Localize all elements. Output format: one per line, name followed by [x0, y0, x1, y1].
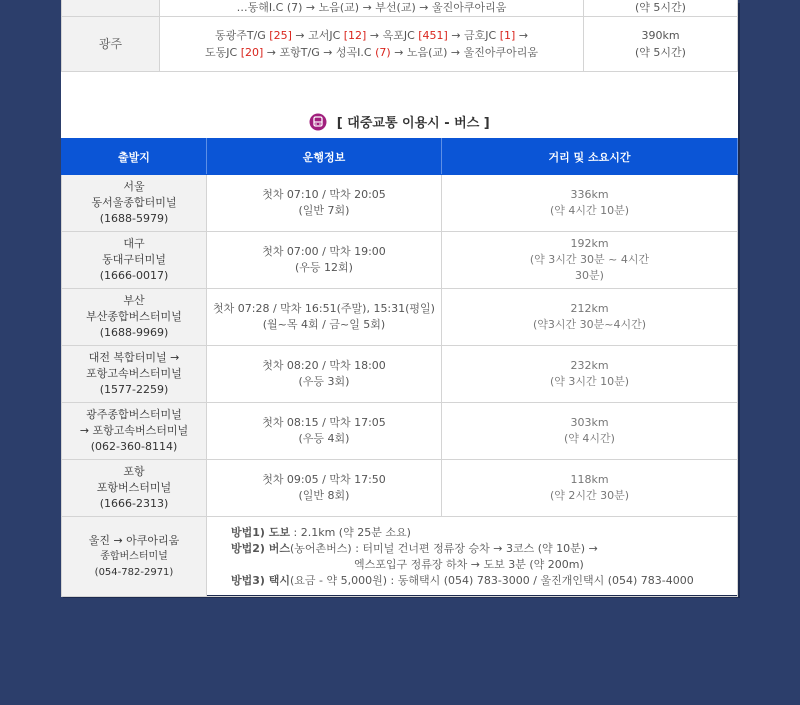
departure-cell-line: 포항 — [123, 465, 145, 478]
route-segment: 도동JC — [205, 46, 241, 59]
distance-cell — [442, 403, 738, 460]
header-departure: 출발지 — [62, 139, 207, 175]
schedule-cell — [207, 403, 442, 460]
departure-cell-line: (054-782-2971) — [94, 566, 174, 578]
route-segment: → 노음(교) → 울진아쿠아리움 — [390, 46, 538, 59]
distance-cell — [442, 460, 738, 517]
route-number: (7) — [375, 46, 391, 59]
departure-cell — [62, 460, 207, 517]
departure-cell — [62, 232, 207, 289]
departure-cell-line: → 포항고속버스터미널 — [79, 424, 189, 437]
header-distance: 거리 및 소요시간 — [442, 139, 738, 175]
schedule-cell-line: (일반 8회) — [298, 489, 350, 502]
car-route-table — [61, 0, 738, 72]
distance-cell-line: (약 3시간 10분) — [549, 375, 630, 388]
section-title — [61, 112, 738, 135]
route-number: [1] — [499, 29, 516, 42]
departure-cell — [62, 403, 207, 460]
schedule-cell — [207, 289, 442, 346]
departure-cell-line: 부산종합버스터미널 — [86, 310, 182, 323]
table-row — [62, 460, 738, 517]
distance-cell-line: (약 3시간 30분 ~ 4시간 — [529, 253, 650, 266]
table-row — [62, 346, 738, 403]
distance-cell-line: 192km — [570, 237, 609, 250]
distance-cell-line: 303km — [570, 416, 609, 429]
departure-cell-line: 울진 → 아쿠아리움 — [88, 533, 180, 547]
distance-cell-line: 232km — [570, 359, 609, 372]
city-cell — [62, 0, 160, 17]
method-2 — [231, 541, 737, 557]
route-segment: → 포항T/G → 성곡I.C — [263, 46, 376, 59]
distance-cell — [442, 289, 738, 346]
distance-cell-line: 30분) — [575, 269, 604, 282]
departure-cell — [62, 517, 207, 597]
schedule-cell — [207, 346, 442, 403]
distance-cell-line: (약3시간 30분~4시간) — [532, 318, 647, 331]
method-text: : 2.1km (약 25분 소요) — [290, 525, 411, 539]
distance-cell-line: 336km — [570, 188, 609, 201]
schedule-cell — [207, 175, 442, 232]
route-number: [20] — [240, 46, 264, 59]
schedule-cell-line: 첫차 07:28 / 막차 16:51(주말), 15:31(평일) — [213, 302, 435, 315]
header-schedule: 운행정보 — [207, 139, 442, 175]
schedule-cell-line: 첫차 08:20 / 막차 18:00 — [262, 359, 386, 372]
method-text: (농어촌버스) : 터미널 건너편 정류장 승차 → 3코스 (약 10분) → — [290, 541, 598, 555]
table-row — [62, 0, 738, 17]
distance-cell-line: (약 4시간) — [564, 432, 615, 445]
method-label: 방법1) 도보 — [231, 525, 291, 539]
route-number: [25] — [269, 29, 292, 42]
city-name: 광주 — [98, 36, 123, 51]
route-line-1 — [160, 27, 583, 44]
methods-cell — [207, 517, 738, 597]
schedule-cell-line: 첫차 07:10 / 막차 20:05 — [262, 188, 386, 201]
departure-cell-line: 대구 — [123, 237, 145, 250]
method-label: 방법3) 택시 — [231, 573, 291, 587]
departure-cell-line: (1666-2313) — [99, 497, 169, 510]
table-row — [62, 403, 738, 460]
schedule-cell-line: (우등 12회) — [295, 261, 353, 274]
departure-cell-line: (1688-5979) — [99, 212, 169, 225]
schedule-cell-line: 첫차 08:15 / 막차 17:05 — [262, 416, 386, 429]
departure-cell-line: 동대구터미널 — [102, 253, 166, 266]
distance-cell-line: 118km — [570, 473, 609, 486]
route-segment: 동광주T/G — [214, 29, 270, 42]
table-row — [62, 232, 738, 289]
departure-cell-line: 동서울종합터미널 — [91, 196, 177, 209]
schedule-cell-line: (우등 3회) — [298, 375, 350, 388]
departure-cell-line: (1688-9969) — [99, 326, 169, 339]
distance-cell — [584, 17, 738, 72]
distance-text: 390km — [641, 29, 680, 42]
departure-cell — [62, 346, 207, 403]
method-1 — [231, 525, 737, 541]
route-cell — [160, 0, 584, 17]
departure-cell — [62, 289, 207, 346]
route-segment: → 고서JC — [291, 29, 344, 42]
method-text: (요금 - 약 5,000원) : 동해택시 (054) 783-3000 / 울진개인택시 (054) 783-4000 — [290, 573, 694, 587]
schedule-cell-line: (일반 7회) — [298, 204, 350, 217]
bus-table — [61, 138, 738, 597]
departure-cell — [62, 175, 207, 232]
distance-cell — [442, 175, 738, 232]
table-row — [62, 289, 738, 346]
route-segment: → 옥포JC — [366, 29, 419, 42]
distance-cell-line: (약 4시간 10분) — [549, 204, 630, 217]
distance-cell-line: 212km — [570, 302, 609, 315]
route-number: [12] — [343, 29, 367, 42]
departure-cell-line: 포항고속버스터미널 — [86, 367, 182, 380]
table-row — [62, 17, 738, 72]
schedule-cell-line: 첫차 07:00 / 막차 19:00 — [262, 245, 386, 258]
route-segment: → 금호JC — [447, 29, 500, 42]
time-text: (약 5시간) — [635, 1, 686, 14]
schedule-cell-line: (월~목 4회 / 금~일 5회) — [262, 318, 386, 331]
departure-cell-line: 광주종합버스터미널 — [86, 408, 182, 421]
departure-cell-line: (1666-0017) — [99, 269, 169, 282]
departure-cell-line: 부산 — [123, 294, 145, 307]
distance-cell-line: (약 2시간 30분) — [549, 489, 630, 502]
route-line-2 — [160, 44, 583, 61]
method-label: 방법2) 버스 — [231, 541, 291, 555]
section-title-text: [ 대중교통 이용시 - 버스 ] — [336, 116, 490, 131]
route-segment: → — [515, 29, 529, 42]
distance-cell — [442, 232, 738, 289]
content-panel — [61, 0, 738, 595]
departure-cell-line: (062-360-8114) — [90, 440, 178, 453]
route-line: …동해I.C (7) → 노음(교) → 부선(교) → 울진아쿠아리움 — [236, 1, 507, 14]
departure-cell-line: 서울 — [123, 180, 145, 193]
header-row — [62, 139, 738, 175]
bus-icon — [309, 113, 327, 135]
city-cell — [62, 17, 160, 72]
schedule-cell — [207, 232, 442, 289]
departure-cell-line: 포항버스터미널 — [96, 481, 172, 494]
method-2-line2: 엑스포입구 정류장 하차 → 도보 3분 (약 200m) — [354, 557, 584, 571]
schedule-cell-line: 첫차 09:05 / 막차 17:50 — [262, 473, 386, 486]
distance-cell — [442, 346, 738, 403]
distance-cell — [584, 0, 738, 17]
departure-cell-line: 종합버스터미널 — [100, 550, 168, 562]
method-3 — [231, 573, 737, 589]
schedule-cell-line: (우등 4회) — [298, 432, 350, 445]
route-cell — [160, 17, 584, 72]
departure-cell-line: 대전 복합터미널 → — [88, 351, 180, 364]
time-text: (약 5시간) — [635, 46, 686, 59]
schedule-cell — [207, 460, 442, 517]
route-number: [451] — [418, 29, 448, 42]
departure-cell-line: (1577-2259) — [99, 383, 169, 396]
table-row — [62, 175, 738, 232]
table-row — [62, 517, 738, 597]
